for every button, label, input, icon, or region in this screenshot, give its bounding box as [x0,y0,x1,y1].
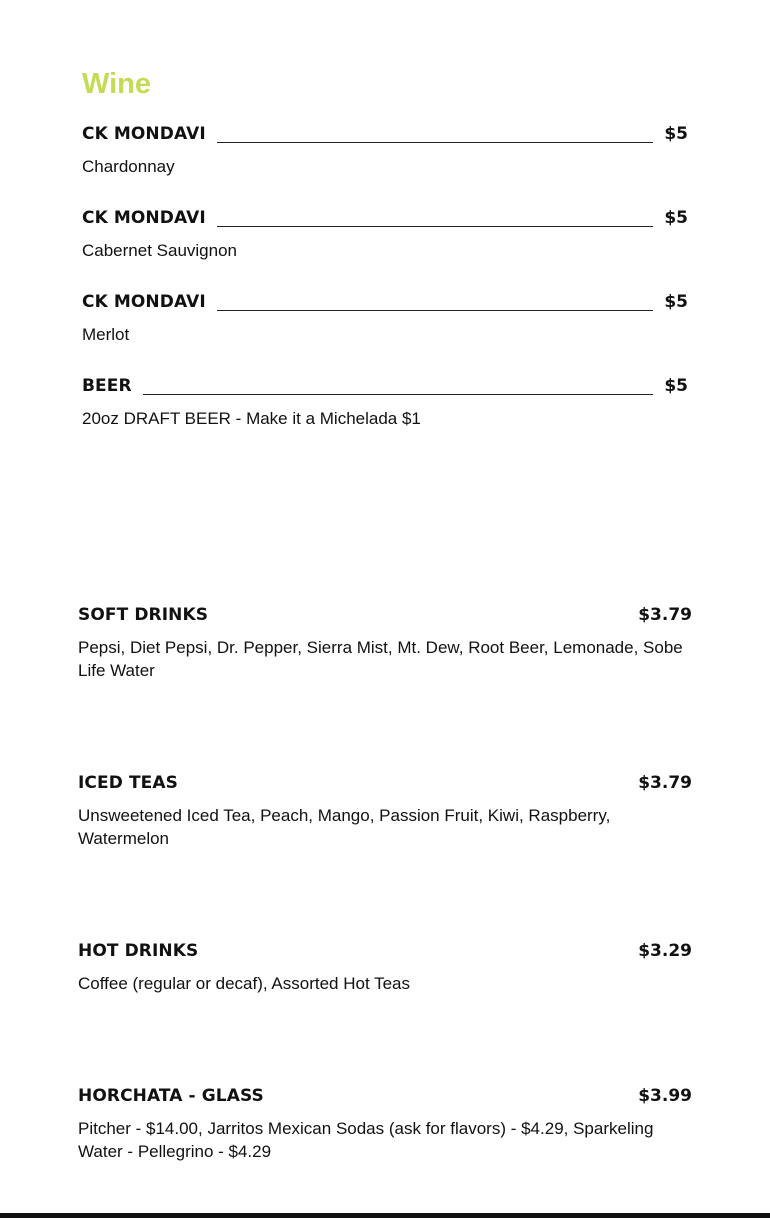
menu-item [82,292,688,376]
menu-item-iced-teas [78,773,692,850]
menu-item-horchata [78,1086,692,1163]
leader-line [143,393,654,395]
item-name: HOT DRINKS [78,941,199,961]
item-name: HORCHATA - GLASS [78,1086,264,1106]
item-name: CK MONDAVI [82,208,206,228]
item-description: Merlot [82,325,130,344]
menu-item [82,124,688,208]
item-name: CK MONDAVI [82,292,206,312]
item-description: Unsweetened Iced Tea, Peach, Mango, Passion Fruit, Kiwi, Raspberry, Watermelon [78,806,611,848]
item-description: Chardonnay [82,157,175,176]
item-description: 20oz DRAFT BEER - Make it a Michelada $1 [82,409,421,428]
bottom-divider [0,1213,770,1218]
menu-item [82,376,688,460]
menu-item-hot-drinks [78,941,692,995]
item-price: $3.99 [638,1086,692,1106]
item-description: Cabernet Sauvignon [82,241,238,260]
leader-line [217,225,654,227]
item-name: CK MONDAVI [82,124,206,144]
leader-line [217,141,654,143]
menu-item-soft-drinks [78,605,692,682]
item-price: $3.79 [638,773,692,793]
leader-line [217,309,654,311]
item-price: $5 [664,292,688,312]
item-price: $5 [664,376,688,396]
item-description: Pitcher - $14.00, Jarritos Mexican Sodas (ask for flavors) - $4.29, Sparkeling Water - Pellegrino - $4.29 [78,1119,654,1161]
item-name: ICED TEAS [78,773,178,793]
item-name: SOFT DRINKS [78,605,209,625]
item-price: $5 [664,208,688,228]
item-price: $5 [664,124,688,144]
item-description: Pepsi, Diet Pepsi, Dr. Pepper, Sierra Mist, Mt. Dew, Root Beer, Lemonade, Sobe Life Water [78,638,683,680]
menu-item [82,208,688,292]
item-price: $3.29 [638,941,692,961]
item-description: Coffee (regular or decaf), Assorted Hot Teas [78,974,410,993]
section-title-wine: Wine [82,68,152,100]
item-name: BEER [82,376,132,396]
item-price: $3.79 [638,605,692,625]
wine-section [82,66,688,460]
